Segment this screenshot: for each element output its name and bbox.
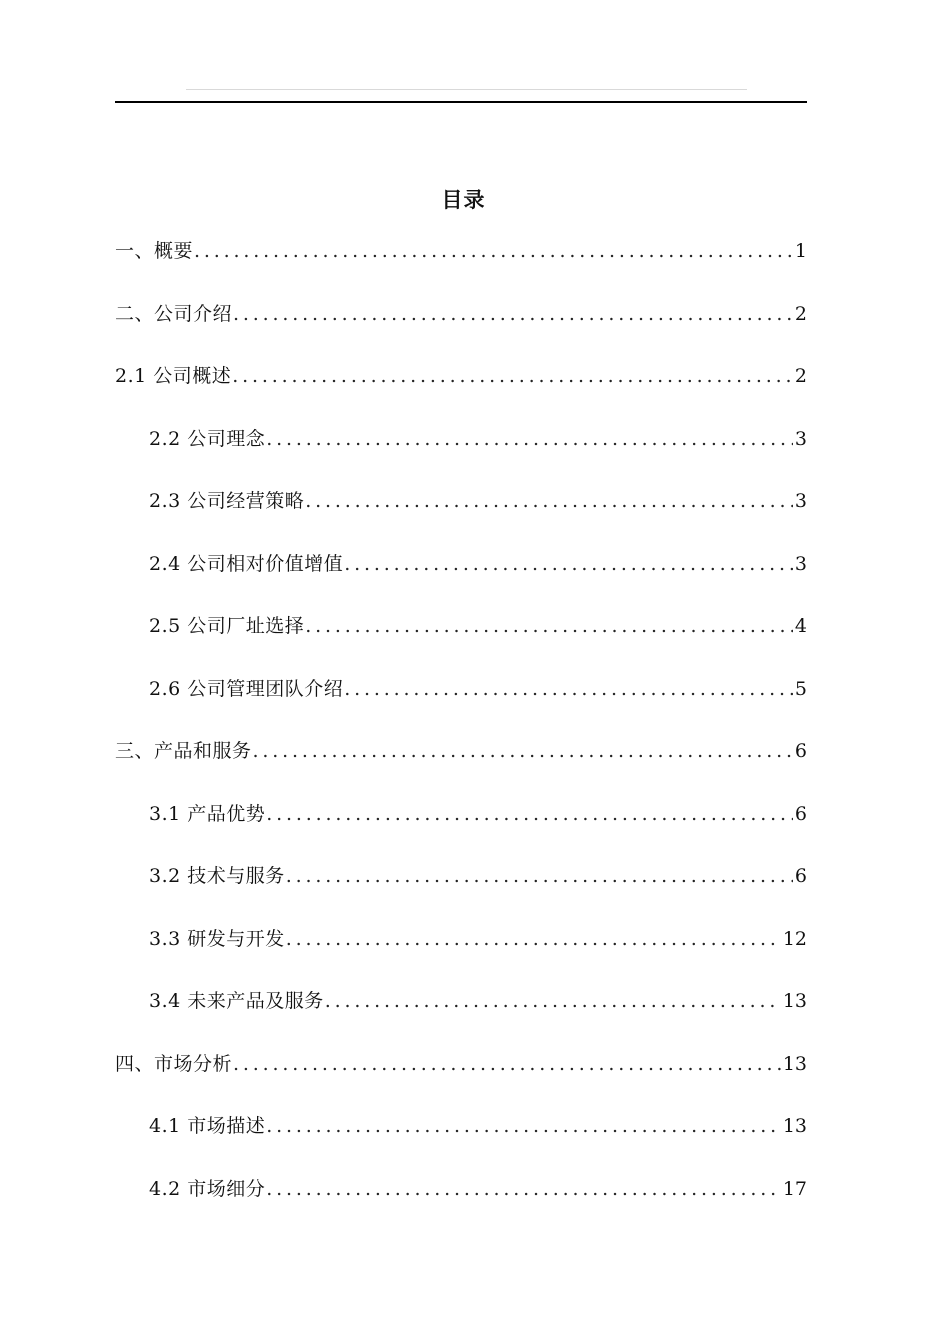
toc-entry-label: 3.2 技术与服务 xyxy=(149,865,285,887)
toc-entry-page: 1 xyxy=(794,240,807,262)
toc-entry-page: 3 xyxy=(794,427,807,450)
toc-dot-leader xyxy=(232,1048,781,1080)
toc-entry-page: 17 xyxy=(782,1177,807,1200)
toc-dot-leader xyxy=(304,610,793,642)
toc-entry-label: 2.6 公司管理团队介绍 xyxy=(149,677,344,700)
toc-entry-page: 6 xyxy=(794,865,807,887)
toc-entry[interactable] xyxy=(115,360,807,423)
toc-entry[interactable] xyxy=(149,548,807,611)
toc-entry-page: 3 xyxy=(794,552,807,575)
toc-entry-label: 2.2 公司理念 xyxy=(149,427,266,450)
toc-entry-label: 4.1 市场描述 xyxy=(149,1115,266,1137)
toc-entry-page: 13 xyxy=(782,1052,807,1075)
toc-entry-label: 2.4 公司相对价值增值 xyxy=(149,552,344,575)
toc-dot-leader xyxy=(265,1173,781,1205)
toc-entry-page: 12 xyxy=(782,927,807,950)
toc-dot-leader xyxy=(304,485,793,517)
toc-dot-leader xyxy=(343,673,793,705)
toc-entry[interactable] xyxy=(149,673,807,736)
toc-dot-leader xyxy=(265,423,793,455)
toc-entry-page: 4 xyxy=(794,615,807,637)
toc-dot-leader xyxy=(343,548,793,580)
toc-entry-label: 3.1 产品优势 xyxy=(149,802,266,825)
toc-entry-label: 4.2 市场细分 xyxy=(149,1177,266,1200)
toc-entry-page: 2 xyxy=(794,302,807,325)
toc-entry-label: 二、公司介绍 xyxy=(115,302,233,325)
toc-dot-leader xyxy=(231,360,793,392)
toc-entry[interactable] xyxy=(115,735,807,798)
toc-entry-page: 3 xyxy=(794,490,807,512)
toc-entry[interactable] xyxy=(149,985,807,1048)
header-rule xyxy=(115,101,807,103)
toc-dot-leader xyxy=(324,985,781,1017)
toc-entry[interactable] xyxy=(149,1110,807,1173)
toc-entry-label: 3.3 研发与开发 xyxy=(149,927,285,950)
toc-entry[interactable] xyxy=(149,610,807,673)
toc-entry-page: 13 xyxy=(782,990,807,1012)
toc-title: 目录 xyxy=(441,188,486,212)
toc-entry-label: 一、概要 xyxy=(115,240,194,262)
toc-entry-label: 2.1 公司概述 xyxy=(115,365,232,387)
toc-entry-label: 四、市场分析 xyxy=(115,1052,233,1075)
toc-entry-page: 2 xyxy=(794,365,807,387)
toc-entry-label: 2.3 公司经营策略 xyxy=(149,490,305,512)
header-faint-line xyxy=(186,89,747,90)
toc-entry[interactable] xyxy=(115,235,807,298)
toc-list xyxy=(0,235,950,1235)
toc-entry[interactable] xyxy=(115,298,807,361)
toc-dot-leader xyxy=(285,923,781,955)
toc-entry-page: 6 xyxy=(794,802,807,825)
toc-entry[interactable] xyxy=(149,1173,807,1236)
toc-entry-label: 三、产品和服务 xyxy=(115,740,252,762)
toc-dot-leader xyxy=(285,860,793,892)
toc-entry-page: 5 xyxy=(794,677,807,700)
toc-entry-page: 13 xyxy=(782,1115,807,1137)
toc-entry[interactable] xyxy=(149,798,807,861)
toc-entry[interactable] xyxy=(115,1048,807,1111)
toc-entry[interactable] xyxy=(149,923,807,986)
toc-entry-label: 2.5 公司厂址选择 xyxy=(149,615,305,637)
toc-entry-label: 3.4 未来产品及服务 xyxy=(149,990,324,1012)
toc-dot-leader xyxy=(265,1110,781,1142)
toc-dot-leader xyxy=(232,298,793,330)
toc-entry[interactable] xyxy=(149,860,807,923)
toc-dot-leader xyxy=(252,735,793,767)
toc-entry-page: 6 xyxy=(794,740,807,762)
toc-entry[interactable] xyxy=(149,485,807,548)
toc-dot-leader xyxy=(265,798,793,830)
toc-entry[interactable] xyxy=(149,423,807,486)
toc-dot-leader xyxy=(193,235,793,267)
